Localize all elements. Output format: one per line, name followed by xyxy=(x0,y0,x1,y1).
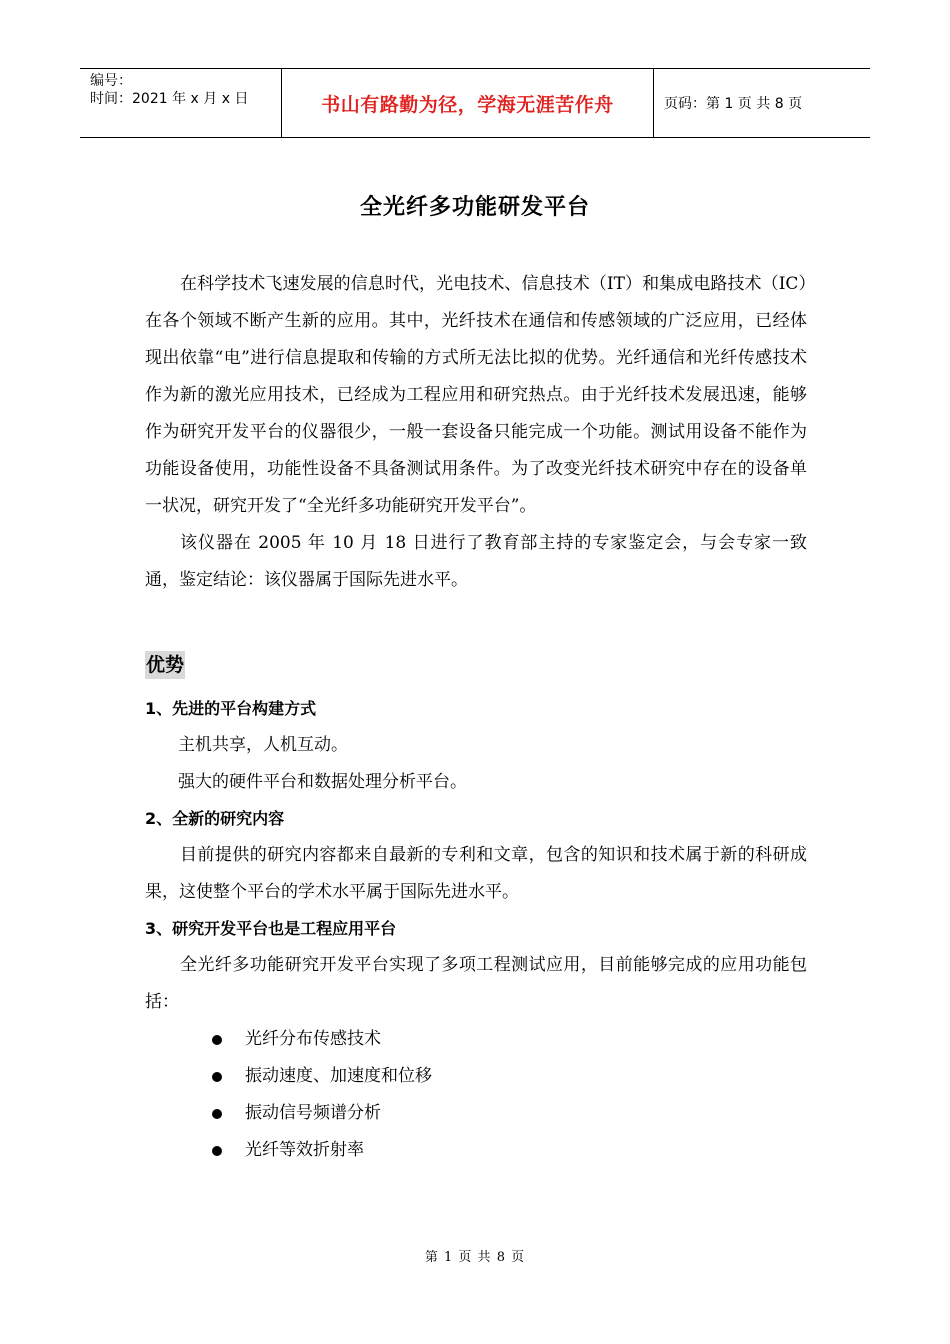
page-info: 页码：第 1 页 共 8 页 xyxy=(664,96,803,112)
document-body xyxy=(145,266,807,1169)
motto-text: 书山有路勤为径，学海无涯苦作舟 xyxy=(321,93,614,116)
bullet-icon xyxy=(212,1109,222,1119)
list-item-text: 光纤等效折射率 xyxy=(245,1140,364,1160)
intro-paragraph-1: 在科学技术飞速发展的信息时代，光电技术、信息技术（IT）和集成电路技术（IC）在各个领域不断产生新的应用。其中，光纤技术在通信和传感领域的广泛应用，已经体现出依靠“电”进行信息提取和传输的方式所无法比拟的优势。光纤通信和光纤传感技术作为新的激光应用技术，已经成为工程应用和研究热点。由于光纤技术发展迅速，能够作为研究开发平台的仪器很少，一般一套设备只能完成一个功能。测试用设备不能作为功能设备使用，功能性设备不具备测试用条件。为了改变光纤技术研究中存在的设备单一状况，研究开发了“全光纤多功能研究开发平台”。 xyxy=(145,274,807,516)
list-item-text: 振动速度、加速度和位移 xyxy=(245,1066,432,1086)
item-1-line-2: 强大的硬件平台和数据处理分析平台。 xyxy=(178,772,467,792)
header-meta xyxy=(80,69,281,137)
list-item-text: 振动信号频谱分析 xyxy=(245,1103,381,1123)
item-2-paragraph: 目前提供的研究内容都来自最新的专利和文章，包含的知识和技术属于新的科研成果，这使整个平台的学术水平属于国际先进水平。 xyxy=(145,845,807,902)
document-title: 全光纤多功能研发平台 xyxy=(359,195,590,220)
document-header xyxy=(80,68,870,138)
page-footer: 第 1 页 共 8 页 xyxy=(424,1250,526,1265)
section-title-advantages: 优势 xyxy=(145,651,185,679)
header-page-cell xyxy=(654,69,870,137)
application-list xyxy=(145,1021,807,1169)
item-heading-1: 1、先进的平台构建方式 xyxy=(145,699,317,718)
list-item xyxy=(145,1095,807,1132)
list-item xyxy=(145,1132,807,1169)
list-item xyxy=(145,1021,807,1058)
header-motto-cell xyxy=(281,69,654,137)
item-1-line-1: 主机共享，人机互动。 xyxy=(178,735,348,755)
bullet-icon xyxy=(212,1146,222,1156)
item-heading-3: 3、研究开发平台也是工程应用平台 xyxy=(145,919,397,938)
bullet-icon xyxy=(212,1072,222,1082)
list-item-text: 光纤分布传感技术 xyxy=(245,1029,381,1049)
list-item xyxy=(145,1058,807,1095)
item-3-paragraph: 全光纤多功能研究开发平台实现了多项工程测试应用，目前能够完成的应用功能包括： xyxy=(145,955,807,1012)
intro-paragraph-2: 该仪器在 2005 年 10 月 18 日进行了教育部主持的专家鉴定会，与会专家一致通，鉴定结论：该仪器属于国际先进水平。 xyxy=(145,533,807,590)
time-label: 时间：2021 年 x 月 x 日 xyxy=(90,91,249,107)
bullet-icon xyxy=(212,1035,222,1045)
item-heading-2: 2、全新的研究内容 xyxy=(145,809,285,828)
number-label: 编号： xyxy=(90,73,132,89)
